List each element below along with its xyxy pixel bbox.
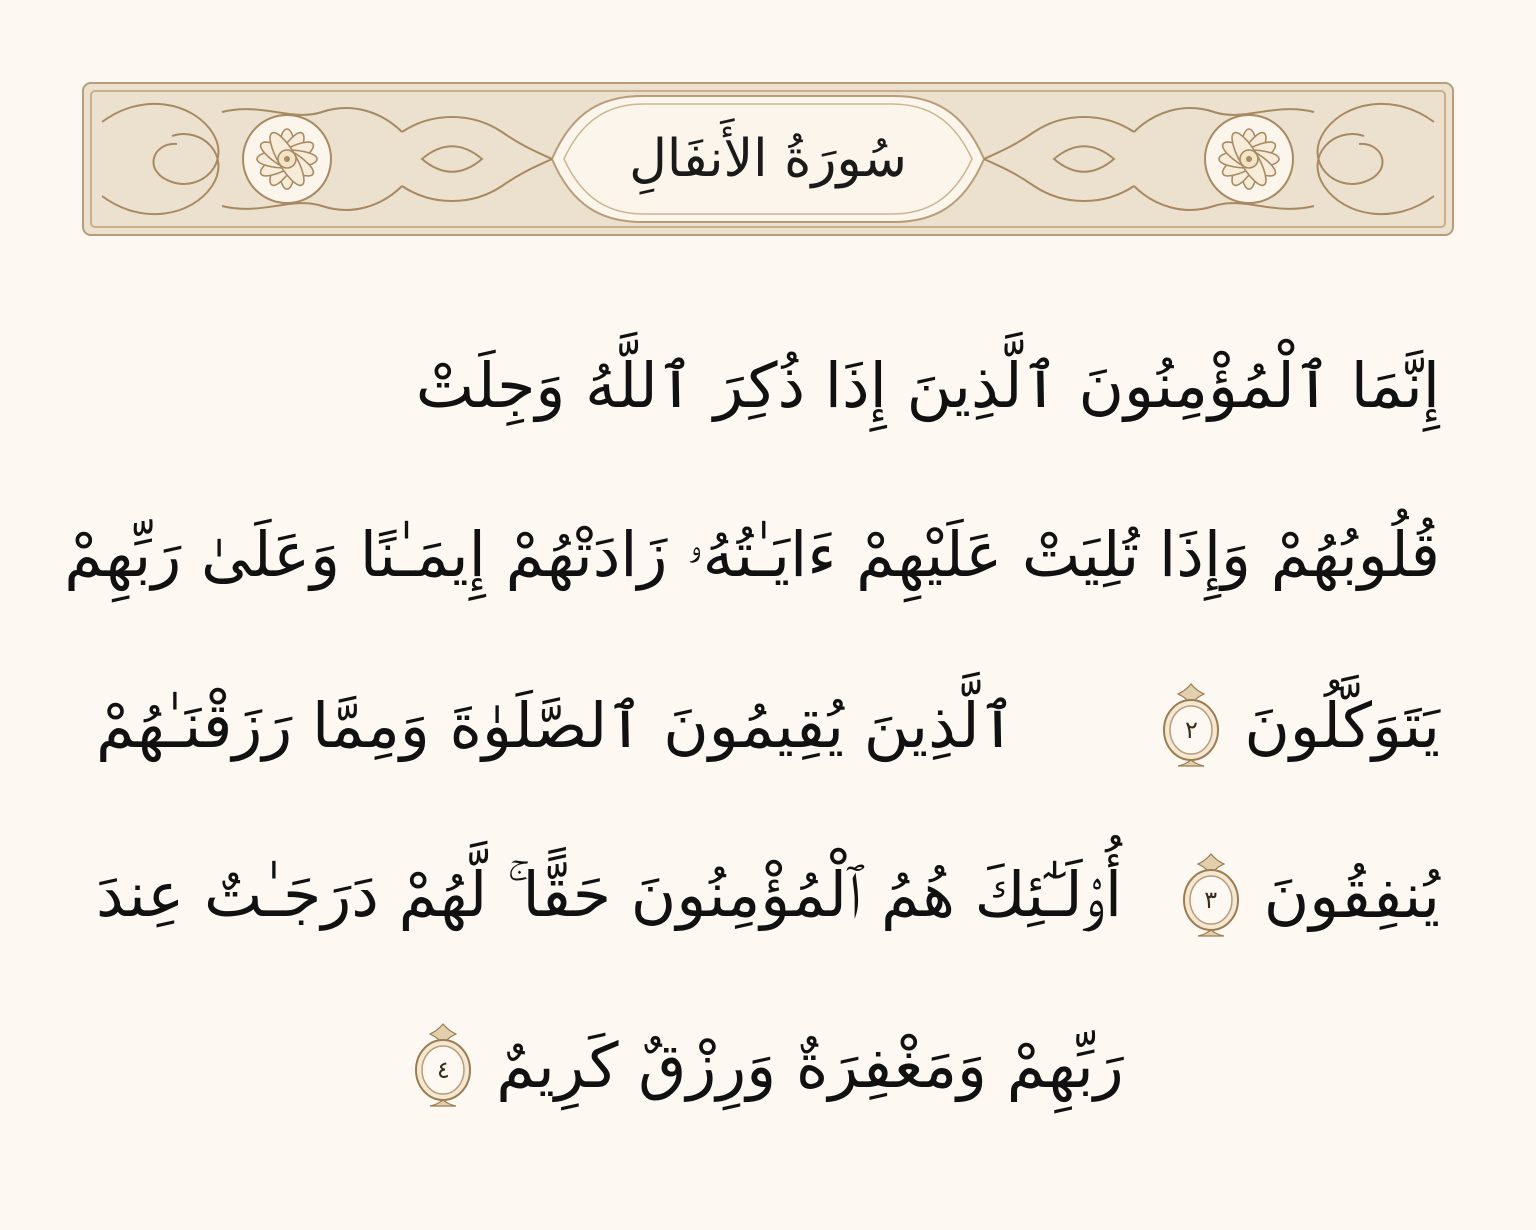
verse-words: يَتَوَكَّلُونَ [1244, 688, 1440, 762]
ayah-number: ٢ [1184, 716, 1198, 744]
verse-segment [64, 518, 1440, 592]
verse-segment [96, 858, 1122, 932]
verse-words: ٱلَّذِينَ يُقِيمُونَ ٱلصَّلَوٰةَ وَمِمَّا رَزَقْنَـٰهُمْ [96, 688, 1016, 762]
verse-words: رَبِّهِمْ وَمَغْفِرَةٌ وَرِزْقٌ كَرِيمٌ [496, 1028, 1124, 1102]
verse-words: يُنفِقُونَ [1263, 858, 1440, 932]
verse-segment [1180, 852, 1440, 938]
verse-segment [412, 1022, 1123, 1108]
ayah-end-marker [1180, 852, 1242, 938]
ayah-number: ٤ [436, 1056, 450, 1084]
verse-line [96, 980, 1440, 1150]
verse-line [96, 300, 1440, 470]
left-flower [243, 115, 331, 203]
ayah-end-marker [1160, 682, 1222, 768]
verse-words: قُلُوبُهُمْ وَإِذَا تُلِيَتْ عَلَيْهِمْ ءَايَـٰتُهُۥ زَادَتْهُمْ إِيمَـٰنًا وَعَلَىٰ رَبِّهِمْ [64, 518, 1440, 591]
surah-title: سُورَةُ الأَنفَالِ [629, 129, 907, 189]
ayah-number: ٣ [1204, 886, 1218, 914]
right-flower [1205, 115, 1293, 203]
verse-line [64, 470, 1440, 640]
verse-segment [96, 689, 1016, 762]
verse-line [96, 810, 1440, 980]
verse-text [64, 300, 1440, 1150]
verse-words: إِنَّمَا ٱلْمُؤْمِنُونَ ٱلَّذِينَ إِذَا ذُكِرَ ٱللَّهُ وَجِلَتْ [415, 348, 1440, 422]
verse-words: أُو۟لَـٰٓئِكَ هُمُ ٱلْمُؤْمِنُونَ حَقًّا ۚ لَّهُمْ دَرَجَـٰتٌ عِندَ [96, 858, 1123, 931]
verse-line [96, 640, 1440, 810]
ayah-end-marker [412, 1022, 474, 1108]
verse-segment [1160, 682, 1440, 768]
surah-header-banner [82, 82, 1454, 236]
verse-segment [416, 349, 1440, 422]
